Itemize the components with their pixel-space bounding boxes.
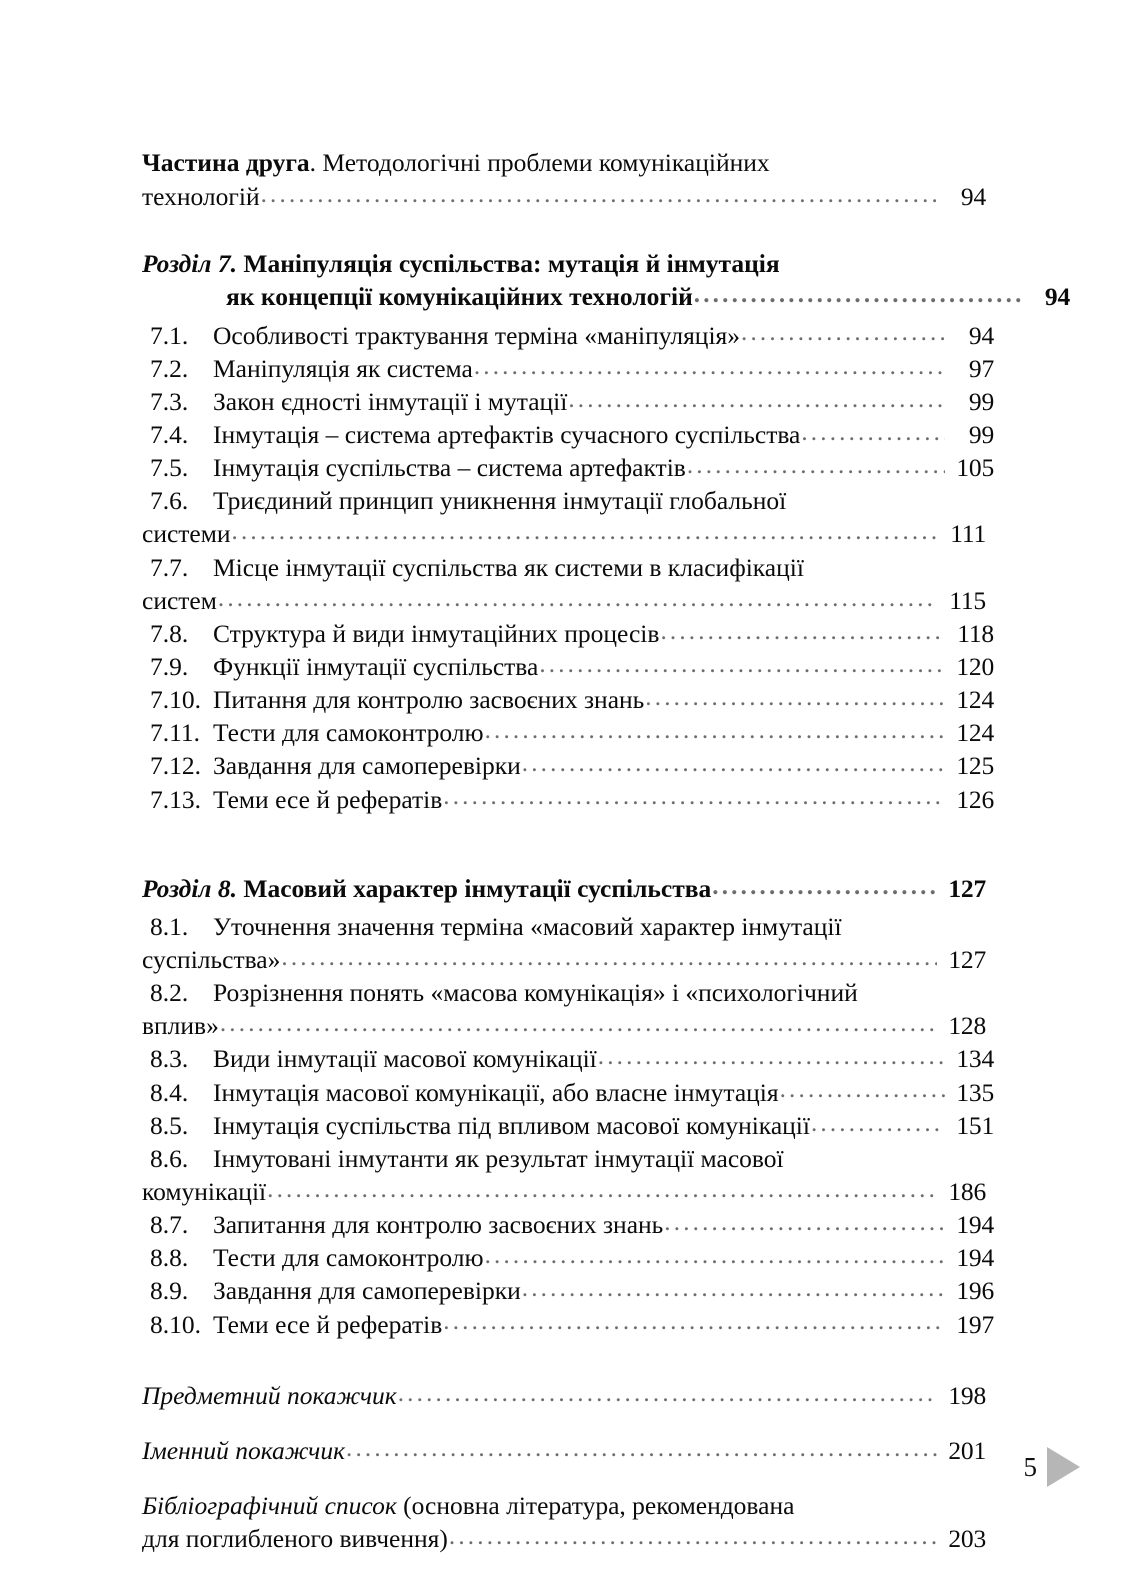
toc-entry[interactable]	[142, 910, 994, 943]
entry-number: 7.7.	[150, 552, 189, 582]
entry-page-number: 125	[956, 751, 994, 781]
entry-title: Тести для самоконтролю	[213, 1243, 484, 1273]
toc-content	[142, 146, 1070, 1577]
back-matter-page-number: 201	[948, 1435, 986, 1465]
leader-dots	[741, 326, 945, 352]
entry-number: 8.9.	[150, 1276, 189, 1306]
toc-entry-continuation	[142, 584, 986, 617]
chapter-8-line-1	[142, 872, 986, 905]
entry-title: Уточнення значення терміна «масовий характер інмутації	[213, 911, 842, 941]
toc-entry[interactable]	[142, 683, 994, 716]
leader-dots	[485, 724, 945, 750]
entry-page-number: 186	[948, 1176, 986, 1206]
entry-number: 7.1.	[150, 320, 189, 350]
entry-page-number: 99	[968, 386, 994, 416]
leader-dots	[522, 1282, 945, 1308]
toc-entry-continuation	[142, 1175, 986, 1208]
entry-title: Інмутація – система артефактів сучасного суспільства	[213, 419, 801, 449]
leader-dots	[694, 288, 1021, 314]
toc-entry[interactable]	[142, 1076, 994, 1109]
entry-number: 7.13.	[150, 784, 201, 814]
chapter-8-page-number: 127	[948, 873, 986, 903]
entry-page-number: 124	[956, 685, 994, 715]
toc-entry-continuation	[142, 943, 986, 976]
toc-entry[interactable]	[142, 1241, 994, 1274]
entry-title: Інмутація суспільства під впливом масової комунікації	[213, 1110, 810, 1140]
leader-dots	[474, 359, 945, 385]
entry-page-number: 115	[949, 585, 986, 615]
part-label: Частина друга	[142, 148, 310, 177]
chapter-7-title-line-2: як концепції комунікаційних технологій	[226, 282, 693, 312]
leader-dots	[449, 1530, 937, 1556]
toc-entry[interactable]	[142, 418, 994, 451]
back-matter-item[interactable]	[142, 1434, 986, 1467]
folio-number: 5	[1023, 1451, 1037, 1482]
entry-page-number: 128	[948, 1011, 986, 1041]
entry-page-number: 194	[956, 1243, 994, 1273]
leader-dots	[220, 1017, 937, 1043]
entry-number: 7.2.	[150, 353, 189, 383]
triangle-marker-icon	[1047, 1447, 1080, 1487]
leader-dots	[598, 1050, 945, 1076]
leader-dots	[687, 459, 945, 485]
entry-page-number: 124	[956, 718, 994, 748]
entry-title: Закон єдності інмутації і мутації	[213, 386, 568, 416]
back-matter-item[interactable]	[142, 1379, 986, 1412]
leader-dots	[780, 1083, 945, 1109]
leader-dots	[261, 188, 937, 214]
toc-entry-continuation	[142, 1009, 986, 1042]
entry-number: 8.8.	[150, 1243, 189, 1273]
entry-number: 7.6.	[150, 486, 189, 516]
entry-title-continuation: системи	[142, 519, 231, 549]
entry-page-number: 126	[956, 784, 994, 814]
back-matter-gap	[142, 1341, 986, 1379]
entry-number: 7.10.	[150, 685, 201, 715]
toc-entry[interactable]	[142, 1308, 994, 1341]
part-heading-line-2	[142, 180, 986, 213]
entry-page-number: 194	[956, 1210, 994, 1240]
back-matter-title: Бібліографічний список	[142, 1490, 397, 1520]
entry-number: 7.9.	[150, 651, 189, 681]
toc-entry[interactable]	[142, 749, 994, 782]
entry-title-continuation: вплив»	[142, 1011, 219, 1041]
leader-dots	[485, 1249, 945, 1275]
entry-page-number: 118	[957, 618, 994, 648]
toc-entry[interactable]	[142, 484, 994, 517]
leader-dots	[522, 757, 945, 783]
toc-entry[interactable]	[142, 1042, 994, 1075]
entry-number: 8.1.	[150, 911, 189, 941]
leader-dots	[645, 691, 945, 717]
toc-entry[interactable]	[142, 551, 994, 584]
entry-page-number: 196	[956, 1276, 994, 1306]
chapter-7-page-number: 94	[1044, 282, 1070, 312]
leader-dots	[568, 392, 945, 418]
leader-dots	[712, 879, 937, 905]
entry-number: 7.5.	[150, 453, 189, 483]
entry-title: Інмутація суспільства – система артефактів	[213, 453, 686, 483]
part-page-number: 94	[960, 182, 986, 212]
back-matter-item[interactable]	[142, 1489, 986, 1555]
entry-title: Теми есе й рефератів	[213, 784, 443, 814]
leader-dots	[443, 790, 945, 816]
toc-entry[interactable]	[142, 617, 994, 650]
leader-dots	[443, 1315, 945, 1341]
entry-number: 7.12.	[150, 751, 201, 781]
entry-page-number: 111	[950, 519, 986, 549]
back-matter-title: Іменний покажчик	[142, 1435, 346, 1465]
entry-number: 7.11.	[150, 718, 201, 748]
entry-title: Завдання для самоперевірки	[213, 751, 521, 781]
leader-dots	[267, 1183, 937, 1209]
entry-page-number: 105	[956, 453, 994, 483]
entry-title: Види інмутації масової комунікації	[213, 1044, 597, 1074]
leader-dots	[801, 426, 945, 452]
part-heading-line-1	[142, 146, 986, 179]
toc-entry[interactable]	[142, 1274, 994, 1307]
toc-entry[interactable]	[142, 783, 994, 816]
chapter-7-title-line-1: Маніпуляція суспільства: мутація й інмутація	[243, 249, 780, 279]
entry-title: Структура й види інмутаційних процесів	[213, 618, 660, 648]
part-separator: .	[309, 148, 317, 177]
entry-number: 8.3.	[150, 1044, 189, 1074]
entry-page-number: 135	[956, 1077, 994, 1107]
entry-title: Маніпуляція як система	[213, 353, 473, 383]
back-matter-title-continuation: для поглибленого вивчення)	[142, 1524, 448, 1554]
entry-number: 7.4.	[150, 419, 189, 449]
toc-entry[interactable]	[142, 716, 994, 749]
leader-dots	[346, 1441, 937, 1467]
section-gap	[142, 816, 986, 872]
entry-title: Інмутовані інмутанти як результат інмутації масової	[213, 1143, 784, 1173]
leader-dots	[281, 951, 937, 977]
toc-entry[interactable]	[142, 976, 994, 1009]
entry-number: 7.8.	[150, 618, 189, 648]
chapter-7-label: Розділ 7.	[142, 249, 238, 279]
entry-page-number: 197	[956, 1309, 994, 1339]
part-title-line-1: Методологічні проблеми комунікаційних	[316, 148, 770, 177]
entry-title: Особливості трактування терміна «маніпуляція»	[213, 320, 741, 350]
back-matter-page-number: 203	[948, 1524, 986, 1554]
entry-title-continuation: суспільства»	[142, 944, 281, 974]
entry-number: 8.7.	[150, 1210, 189, 1240]
entry-number: 8.10.	[150, 1309, 201, 1339]
entry-number: 8.2.	[150, 978, 189, 1008]
entry-title-continuation: систем	[142, 585, 217, 615]
entry-page-number: 97	[968, 353, 994, 383]
entry-title: Завдання для самоперевірки	[213, 1276, 521, 1306]
leader-dots	[660, 624, 945, 650]
entry-title: Тести для самоконтролю	[213, 718, 484, 748]
toc-entry[interactable]	[142, 650, 994, 683]
toc-entry[interactable]	[142, 1109, 994, 1142]
entry-page-number: 99	[968, 419, 994, 449]
entry-title-continuation: комунікації	[142, 1176, 267, 1206]
back-matter	[142, 1379, 986, 1556]
back-matter-line-1	[142, 1489, 986, 1522]
entry-title: Функції інмутації суспільства	[213, 651, 539, 681]
toc-entry[interactable]	[142, 319, 994, 352]
leader-dots	[218, 591, 937, 617]
page-footer	[1024, 1447, 1081, 1487]
entry-number: 8.4.	[150, 1077, 189, 1107]
entry-title: Інмутація масової комунікації, або власне інмутація	[213, 1077, 779, 1107]
leader-dots	[539, 658, 945, 684]
entry-page-number: 127	[948, 944, 986, 974]
toc-entry[interactable]	[142, 385, 994, 418]
chapter-heading-8	[142, 872, 986, 905]
chapter-8-label: Розділ 8.	[142, 873, 238, 903]
toc-entry[interactable]	[142, 1208, 994, 1241]
chapter-heading-7	[142, 247, 1070, 313]
back-matter-title: Предметний покажчик	[142, 1380, 397, 1410]
leader-dots	[811, 1116, 945, 1142]
entry-page-number: 134	[956, 1044, 994, 1074]
entry-title: Триєдиний принцип уникнення інмутації глобальної	[213, 486, 787, 516]
chapter-7-line-1	[142, 247, 986, 280]
toc-entry-continuation	[142, 517, 986, 550]
back-matter-page-number: 198	[948, 1380, 986, 1410]
entry-page-number: 120	[956, 651, 994, 681]
entry-title: Розрізнення понять «масова комунікація» і «психологічний	[213, 978, 858, 1008]
entry-number: 8.6.	[150, 1143, 189, 1173]
toc-entry[interactable]	[142, 451, 994, 484]
leader-dots	[398, 1386, 937, 1412]
chapter-7-line-2	[142, 280, 1070, 313]
entry-title: Теми есе й рефератів	[213, 1309, 443, 1339]
part-title-line-2: технологій	[142, 182, 260, 212]
entry-title: Місце інмутації суспільства як системи в класифікації	[213, 552, 804, 582]
leader-dots	[232, 525, 937, 551]
entry-number: 7.3.	[150, 386, 189, 416]
toc-entry[interactable]	[142, 1142, 994, 1175]
back-matter-title-suffix: (основна література, рекомендована	[396, 1490, 795, 1520]
back-matter-line-2	[142, 1522, 986, 1555]
part-heading-block	[142, 146, 986, 213]
toc-entry[interactable]	[142, 352, 994, 385]
entry-title: Питання для контролю засвоєних знань	[213, 685, 645, 715]
entry-page-number: 94	[968, 320, 994, 350]
chapter-8-title-line-1: Масовий характер інмутації суспільства	[243, 873, 712, 903]
entry-title: Запитання для контролю засвоєних знань	[213, 1210, 664, 1240]
leader-dots	[664, 1216, 945, 1242]
entry-number: 8.5.	[150, 1110, 189, 1140]
entry-page-number: 151	[956, 1110, 994, 1140]
